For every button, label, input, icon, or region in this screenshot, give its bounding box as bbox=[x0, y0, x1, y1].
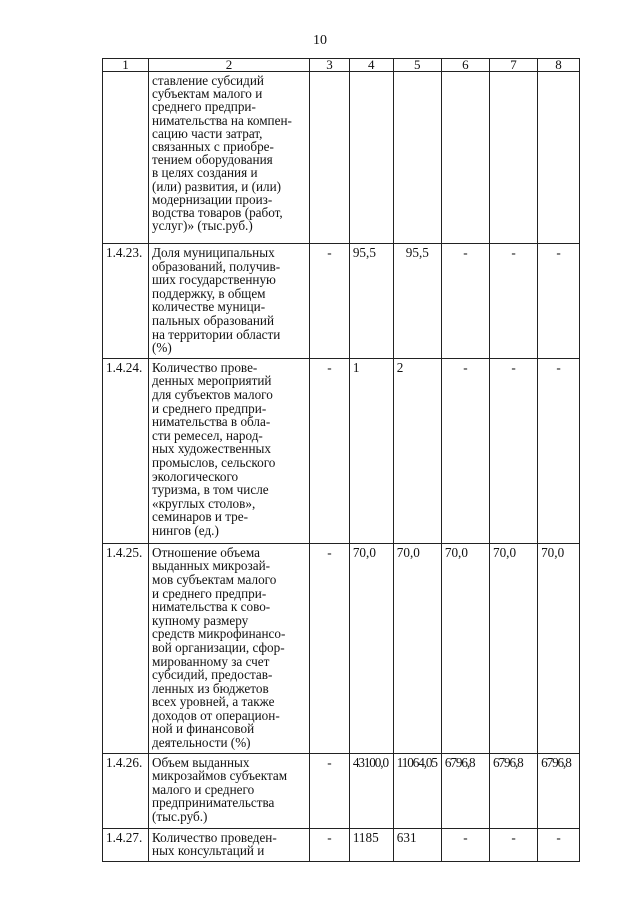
row-value-col4 bbox=[349, 72, 393, 244]
row-code bbox=[103, 72, 149, 244]
row-value-col5 bbox=[393, 72, 441, 244]
row-value-col4: 95,5 bbox=[349, 244, 393, 359]
row-code: 1.4.24. bbox=[103, 358, 149, 543]
table-row bbox=[103, 244, 580, 359]
row-code: 1.4.27. bbox=[103, 828, 149, 861]
row-value-col6 bbox=[441, 72, 489, 244]
table-header-row bbox=[103, 59, 580, 72]
header-cell: 5 bbox=[393, 59, 441, 72]
document-table bbox=[102, 58, 580, 862]
row-code: 1.4.26. bbox=[103, 753, 149, 828]
row-value-col7 bbox=[489, 72, 537, 244]
row-value-col6: - bbox=[441, 244, 489, 359]
row-value-col4: 43100,0 bbox=[349, 753, 393, 828]
row-value-col3: - bbox=[310, 828, 350, 861]
table-row bbox=[103, 828, 580, 861]
row-value-col3: - bbox=[310, 543, 350, 753]
row-value-col6: - bbox=[441, 358, 489, 543]
table-row bbox=[103, 72, 580, 244]
row-value-col3 bbox=[310, 72, 350, 244]
table-row bbox=[103, 358, 580, 543]
table-row bbox=[103, 543, 580, 753]
row-value-col7: - bbox=[489, 244, 537, 359]
row-value-col6: 6796,8 bbox=[441, 753, 489, 828]
row-code: 1.4.25. bbox=[103, 543, 149, 753]
header-cell: 1 bbox=[103, 59, 149, 72]
row-value-col5: 70,0 bbox=[393, 543, 441, 753]
row-value-col7: - bbox=[489, 358, 537, 543]
row-value-col8: - bbox=[538, 358, 580, 543]
row-value-col8: 6796,8 bbox=[538, 753, 580, 828]
row-description: Объем выданных микрозаймов субъектам малого и среднего предпринимательства (тыс.руб.) bbox=[149, 753, 310, 828]
header-cell: 2 bbox=[149, 59, 310, 72]
row-description: Количество проведен- ных консультаций и bbox=[149, 828, 310, 861]
header-cell: 7 bbox=[489, 59, 537, 72]
row-value-col6: 70,0 bbox=[441, 543, 489, 753]
row-description: ставление субсидий субъектам малого и среднего предпри- нимательства на компен- сацию части затрат, связанных с приобре- тением оборудования в целях создания и (или) развития, и (или) модернизации произ- водства товаров (работ, услуг)» (тыс.руб.) bbox=[149, 72, 310, 244]
row-value-col8: - bbox=[538, 244, 580, 359]
row-value-col3: - bbox=[310, 358, 350, 543]
row-value-col5: 95,5 bbox=[393, 244, 441, 359]
table-row bbox=[103, 753, 580, 828]
row-value-col7: 6796,8 bbox=[489, 753, 537, 828]
row-description: Количество прове- денных мероприятий для субъектов малого и среднего предпри- нимательства в обла- сти ремесел, народ- ных художественных промыслов, сельского экологического туризма, в том числе «круглых столов», семинаров и тре- нингов (ед.) bbox=[149, 358, 310, 543]
row-value-col3: - bbox=[310, 244, 350, 359]
row-value-col4: 70,0 bbox=[349, 543, 393, 753]
header-cell: 3 bbox=[310, 59, 350, 72]
row-value-col7: - bbox=[489, 828, 537, 861]
row-value-col6: - bbox=[441, 828, 489, 861]
row-value-col5: 2 bbox=[393, 358, 441, 543]
row-value-col8: 70,0 bbox=[538, 543, 580, 753]
row-value-col8: - bbox=[538, 828, 580, 861]
row-description: Доля муниципальных образований, получив- ших государственную поддержку, в общем количестве муници- пальных образований на территории области (%) bbox=[149, 244, 310, 359]
row-value-col4: 1 bbox=[349, 358, 393, 543]
row-description: Отношение объема выданных микрозай- мов субъектам малого и среднего предпри- нимательства к сово- купному размеру средств микрофинансо- вой организации, сфор- мированному за счет субсидий, предостав- ленных из бюджетов всех уровней, а также доходов от операцион- ной и финансовой деятельности (%) bbox=[149, 543, 310, 753]
row-value-col3: - bbox=[310, 753, 350, 828]
header-cell: 6 bbox=[441, 59, 489, 72]
row-value-col5: 631 bbox=[393, 828, 441, 861]
row-value-col5: 11064,05 bbox=[393, 753, 441, 828]
row-code: 1.4.23. bbox=[103, 244, 149, 359]
row-value-col8 bbox=[538, 72, 580, 244]
row-value-col4: 1185 bbox=[349, 828, 393, 861]
row-value-col7: 70,0 bbox=[489, 543, 537, 753]
page-number: 10 bbox=[313, 33, 327, 48]
header-cell: 4 bbox=[349, 59, 393, 72]
header-cell: 8 bbox=[538, 59, 580, 72]
